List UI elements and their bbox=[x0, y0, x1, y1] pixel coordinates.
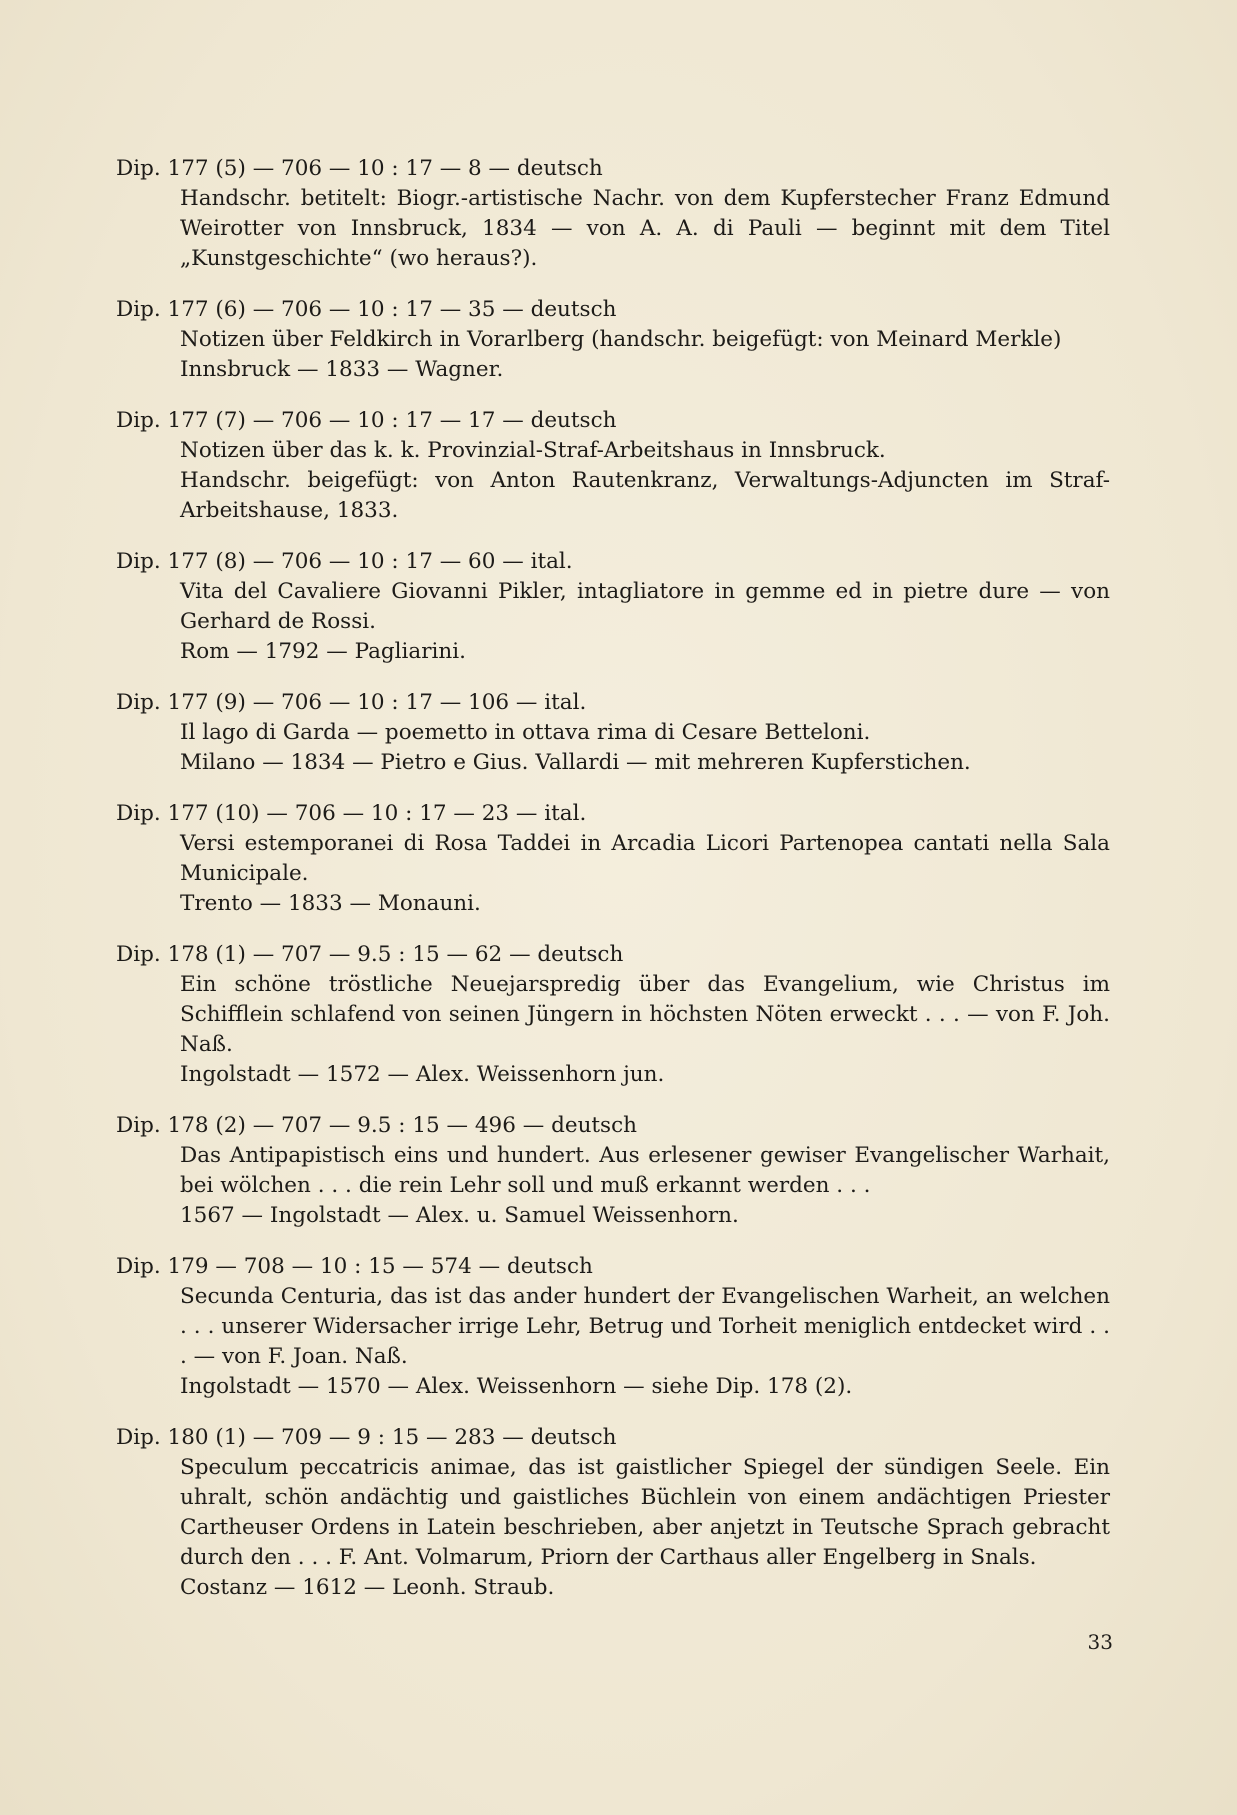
entry-heading: Dip. 177 (10) — 706 — 10 : 17 — 23 — ital. bbox=[116, 801, 587, 826]
entry-line: Handschr. beigefügt: von Anton Rautenkranz, Verwaltungs-Adjuncten im Straf-Arbeitshause, 1833. bbox=[180, 468, 1110, 523]
entry-line: Das Antipapistisch eins und hundert. Aus erlesener gewiser Evangelischer Warhait, bei wölchen . . . die rein Lehr soll und muß erkannt werden . . . bbox=[180, 1143, 1110, 1198]
entry-heading: Dip. 178 (1) — 707 — 9.5 : 15 — 62 — deutsch bbox=[116, 942, 624, 967]
entry-line: Vita del Cavaliere Giovanni Pikler, intagliatore in gemme ed in pietre dure — von Gerhard de Rossi. bbox=[180, 579, 1110, 634]
catalog-entry bbox=[116, 799, 1110, 919]
entry-heading: Dip. 177 (9) — 706 — 10 : 17 — 106 — ital. bbox=[116, 690, 587, 715]
page-number: 33 bbox=[1087, 1630, 1113, 1654]
entry-line: Ingolstadt — 1572 — Alex. Weissenhorn jun. bbox=[180, 1062, 665, 1087]
entry-line: Ingolstadt — 1570 — Alex. Weissenhorn — siehe Dip. 178 (2). bbox=[180, 1374, 853, 1399]
catalog-entry bbox=[116, 1252, 1110, 1402]
entry-heading: Dip. 178 (2) — 707 — 9.5 : 15 — 496 — deutsch bbox=[116, 1113, 637, 1138]
entry-line: Notizen über Feldkirch in Vorarlberg (handschr. beigefügt: von Meinard Merkle) bbox=[180, 327, 1062, 352]
catalog-entry bbox=[116, 688, 1110, 778]
catalog-entry bbox=[116, 1111, 1110, 1231]
catalog-entry bbox=[116, 154, 1110, 274]
entry-line: Ein schöne tröstliche Neuejarspredig über das Evangelium, wie Christus im Schifflein schlafend von seinen Jüngern in höchsten Nöten erweckt . . . — von F. Joh. Naß. bbox=[180, 972, 1110, 1057]
catalog-entries bbox=[116, 154, 1110, 1624]
entry-heading: Dip. 177 (5) — 706 — 10 : 17 — 8 — deutsch bbox=[116, 156, 603, 181]
catalog-entry bbox=[116, 547, 1110, 667]
entry-line: Innsbruck — 1833 — Wagner. bbox=[180, 357, 504, 382]
catalog-entry bbox=[116, 406, 1110, 526]
entry-heading: Dip. 179 — 708 — 10 : 15 — 574 — deutsch bbox=[116, 1254, 593, 1279]
catalog-entry bbox=[116, 940, 1110, 1090]
entry-line: Versi estemporanei di Rosa Taddei in Arcadia Licori Partenopea cantati nella Sala Municipale. bbox=[180, 831, 1110, 886]
entry-line: Handschr. betitelt: Biogr.-artistische Nachr. von dem Kupferstecher Franz Edmund Weirotter von Innsbruck, 1834 — von A. A. di Pauli — beginnt mit dem Titel „Kunstgeschichte“ (wo heraus?). bbox=[180, 186, 1110, 271]
entry-line: Secunda Centuria, das ist das ander hundert der Evangelischen Warheit, an welchen . . . unserer Widersacher irrige Lehr, Betrug und Torheit meniglich entdecket wird . . . — von F. Joan. Naß. bbox=[180, 1284, 1110, 1369]
entry-line: Rom — 1792 — Pagliarini. bbox=[180, 639, 466, 664]
catalog-entry bbox=[116, 295, 1110, 385]
entry-line: Speculum peccatricis animae, das ist gaistlicher Spiegel der sündigen Seele. Ein uhralt, schön andächtig und gaistliches Büchlein von einem andächtigen Priester Cartheuser Ordens in Latein beschrieben, aber anjetzt in Teutsche Sprach gebracht durch den . . . F. Ant. Volmarum, Priorn der Carthaus aller Engelberg in Snals. bbox=[180, 1455, 1110, 1570]
entry-line: Trento — 1833 — Monauni. bbox=[180, 891, 481, 916]
entry-line: Milano — 1834 — Pietro e Gius. Vallardi — mit mehreren Kupferstichen. bbox=[180, 750, 971, 775]
entry-line: Il lago di Garda — poemetto in ottava rima di Cesare Betteloni. bbox=[180, 720, 871, 745]
entry-heading: Dip. 177 (8) — 706 — 10 : 17 — 60 — ital. bbox=[116, 549, 573, 574]
entry-line: 1567 — Ingolstadt — Alex. u. Samuel Weissenhorn. bbox=[180, 1203, 739, 1228]
entry-line: Notizen über das k. k. Provinzial-Straf-Arbeitshaus in Innsbruck. bbox=[180, 438, 886, 463]
entry-heading: Dip. 177 (6) — 706 — 10 : 17 — 35 — deutsch bbox=[116, 297, 617, 322]
entry-line: Costanz — 1612 — Leonh. Straub. bbox=[180, 1575, 555, 1600]
entry-heading: Dip. 180 (1) — 709 — 9 : 15 — 283 — deutsch bbox=[116, 1425, 617, 1450]
catalog-entry bbox=[116, 1423, 1110, 1603]
entry-heading: Dip. 177 (7) — 706 — 10 : 17 — 17 — deutsch bbox=[116, 408, 617, 433]
